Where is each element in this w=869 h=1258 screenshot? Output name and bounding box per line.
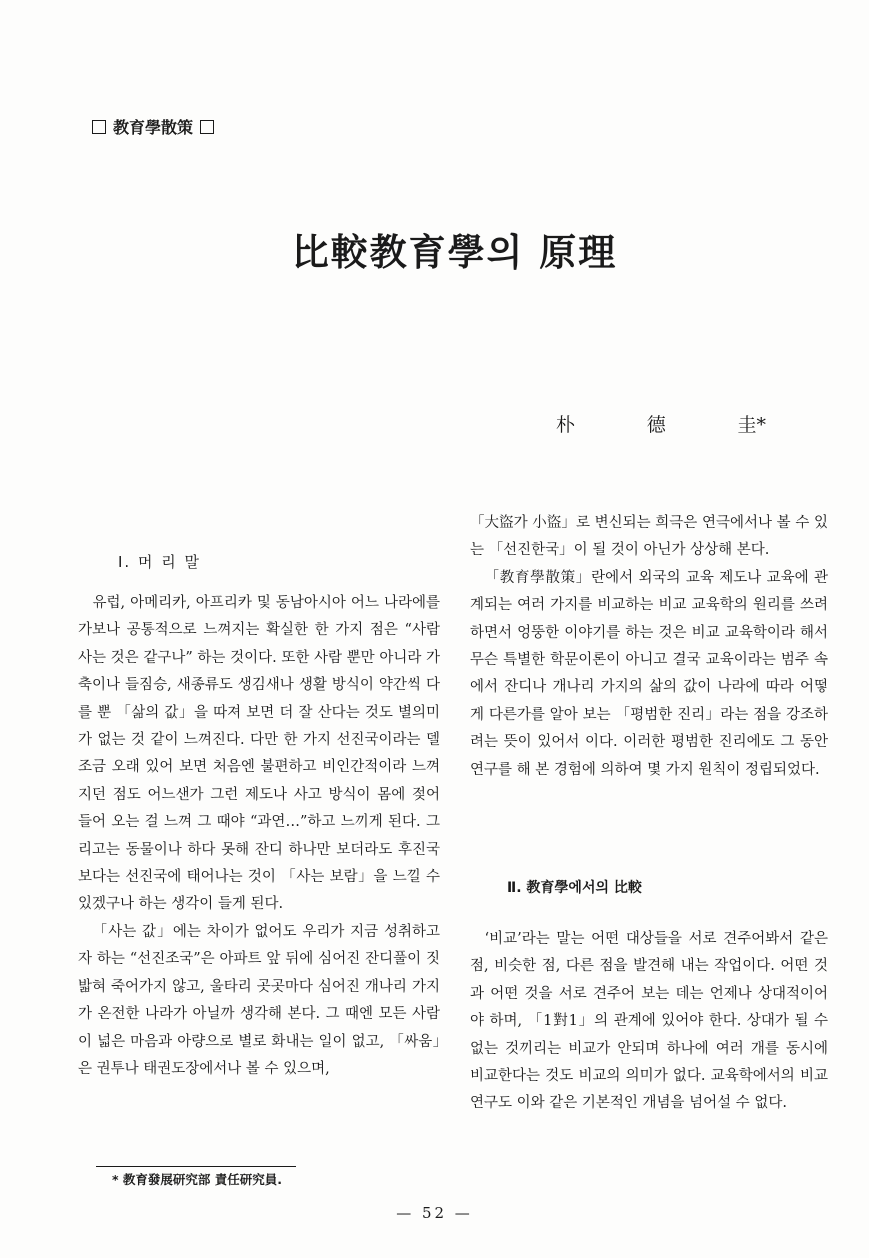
author-char: 圭*: [737, 414, 766, 436]
paragraph: 「사는 값」에는 차이가 없어도 우리가 지금 성취하고자 하는 “선진조국”은 아파트 앞 뒤에 심어진 잔디풀이 짓밟혀 죽어가지 않고, 울타리 곳곳마다 심어진 개나리 가지가 온전한 나라가 아닐까 생각해 본다. 그 때엔 모든 사람이 넓은 마음과 아량으로 별로 화내는 일이 없고, 「싸움」은 권투나 태권도장에서나 볼 수 있으며,: [78, 923, 440, 1077]
page-number: — 52 —: [396, 1204, 473, 1222]
author-char: 德: [646, 414, 666, 436]
author-name: [556, 410, 766, 437]
footnote-divider: [96, 1166, 296, 1167]
paragraph: 「教育學散策」란에서 외국의 교육 제도나 교육에 관계되는 여러 가지를 비교하는 비교 교육학의 원리를 쓰려 하면서 엉뚱한 이야기를 하는 것은 비교 교육학이라 해서 무슨 특별한 학문이론이 아니고 결국 교육이라는 범주 속에서 잔디나 개나리 가지의 삶의 값이 나라에 따라 어떻게 다른가를 알아 보는 「평범한 진리」라는 점을 강조하려는 뜻이 있어서 이다. 이러한 평범한 진리에도 그 동안 연구를 해 본 경험에 의하여 몇 가지 원칙이 정립되었다.: [470, 569, 828, 778]
section-heading-comparison: Ⅱ. 教育學에서의 比較: [507, 880, 642, 896]
article-title: 比較教育學의 原理: [291, 230, 618, 274]
square-box-icon: [92, 120, 106, 134]
footnote: * 教育發展研究部 責任研究員.: [112, 1172, 282, 1187]
right-column-bottom: [470, 926, 828, 1118]
paragraph: 유럽, 아메리카, 아프리카 및 동남아시아 어느 나라에를 가보나 공통적으로 느껴지는 확실한 한 가지 점은 “사람 사는 것은 같구나” 하는 것이다. 또한 사람 뿐만 아니라 가축이나 들짐승, 새종류도 생김새나 생활 방식이 약간씩 다를 뿐 「삶의 값」을 따져 보면 더 잘 산다는 것도 별의미가 없는 것 같이 느껴진다. 다만 한 가지 선진국이라는 델 조금 오래 있어 보면 처음엔 불편하고 비인간적이라 느껴지던 점도 어느샌가 그런 제도나 사고 방식이 몸에 젖어 들어 오는 걸 느껴 그 때야 “과연…”하고 느끼게 된다. 그리고는 동물이나 하다 못해 잔디 하나만 보더라도 후진국 보다는 선진국에 태어나는 것이 「사는 보람」을 느낄 수 있겠구나 하는 생각이 들게 된다.: [78, 595, 440, 913]
square-box-icon: [200, 120, 214, 134]
left-column: [78, 590, 440, 1083]
author-char: 朴: [556, 414, 576, 436]
paragraph: 「大盜가 小盜」로 변신되는 희극은 연극에서나 볼 수 있는 「선진한국」이 될 것이 아닌가 상상해 본다.: [470, 515, 828, 559]
right-column-top: [470, 510, 828, 784]
series-label: 教育學散策: [113, 118, 194, 137]
series-header: [92, 115, 214, 138]
section-heading-intro: Ⅰ. 머 리 말: [118, 553, 201, 571]
paragraph: ‘비교’라는 말는 어떤 대상들을 서로 견주어봐서 같은 점, 비슷한 점, 다른 점을 발견해 내는 작업이다. 어떤 것과 어떤 것을 서로 견주어 보는 데는 언제나 상대적이어야 하며, 「1對1」의 관계에 있어야 한다. 상대가 될 수 없는 것끼리는 비교가 안되며 하나에 여러 개를 동시에 비교한다는 것도 비교의 의미가 없다. 교육학에서의 비교 연구도 이와 같은 기본적인 개념을 넘어설 수 없다.: [470, 931, 828, 1112]
